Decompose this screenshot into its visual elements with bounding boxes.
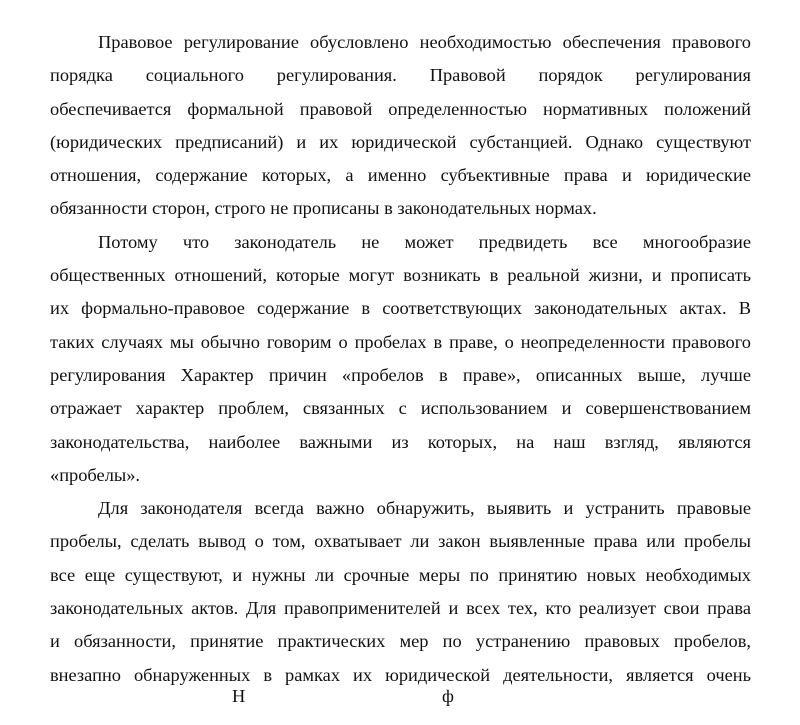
paragraph-2 bbox=[50, 226, 751, 492]
paragraph-line: общественных отношений, которые могут возникать в реальной жизни, и прописать bbox=[50, 265, 751, 286]
paragraph-line: порядка социального регулирования. Правовой порядок регулирования bbox=[50, 65, 751, 86]
cut-off-line bbox=[50, 685, 751, 725]
paragraph-line: законодательных актов. Для правоприменителей и всех тех, кто реализует свои права bbox=[50, 598, 751, 619]
paragraph-line: обязанности сторон, строго не прописаны в законодательных нормах. bbox=[50, 198, 597, 219]
paragraph-line: внезапно обнаруженных в рамках их юридической деятельности, является очень bbox=[50, 664, 751, 685]
document-page bbox=[50, 26, 751, 725]
paragraph-line: регулирования Характер причин «пробелов в праве», описанных выше, лучше bbox=[50, 364, 751, 385]
paragraph-line: Для законодателя всегда важно обнаружить, выявить и устранить правовые bbox=[98, 498, 751, 519]
paragraph-line: и обязанности, принятие практических мер по устранению правовых пробелов, bbox=[50, 631, 751, 652]
paragraph-line: их формально-правовое содержание в соответствующих законодательных актах. В bbox=[50, 298, 751, 319]
paragraph-3 bbox=[50, 492, 751, 725]
paragraph-1 bbox=[50, 26, 751, 226]
paragraph-line: обеспечивается формальной правовой определенностью нормативных положений bbox=[50, 98, 751, 119]
paragraph-line: Правовое регулирование обусловлено необходимостью обеспечения правового bbox=[98, 32, 751, 52]
cut-off-glyph-tops: Н ф bbox=[232, 685, 454, 706]
paragraph-line: Потому что законодатель не может предвидеть все многообразие bbox=[98, 231, 751, 252]
paragraph-line: все еще существуют, и нужны ли срочные меры по принятию новых необходимых bbox=[50, 564, 751, 585]
paragraph-line: «пробелы». bbox=[50, 464, 141, 485]
paragraph-line: отражает характер проблем, связанных с использованием и совершенствованием bbox=[50, 398, 751, 419]
paragraph-line: отношения, содержание которых, а именно субъективные права и юридические bbox=[50, 165, 751, 186]
paragraph-line: законодательства, наиболее важными из которых, на наш взгляд, являются bbox=[50, 431, 751, 452]
paragraph-line: пробелы, сделать вывод о том, охватывает ли закон выявленные права или пробелы bbox=[50, 531, 751, 552]
paragraph-line: таких случаях мы обычно говорим о пробелах в праве, о неопределенности правового bbox=[50, 331, 751, 352]
paragraph-line: (юридических предписаний) и их юридической субстанцией. Однако существуют bbox=[50, 131, 751, 152]
